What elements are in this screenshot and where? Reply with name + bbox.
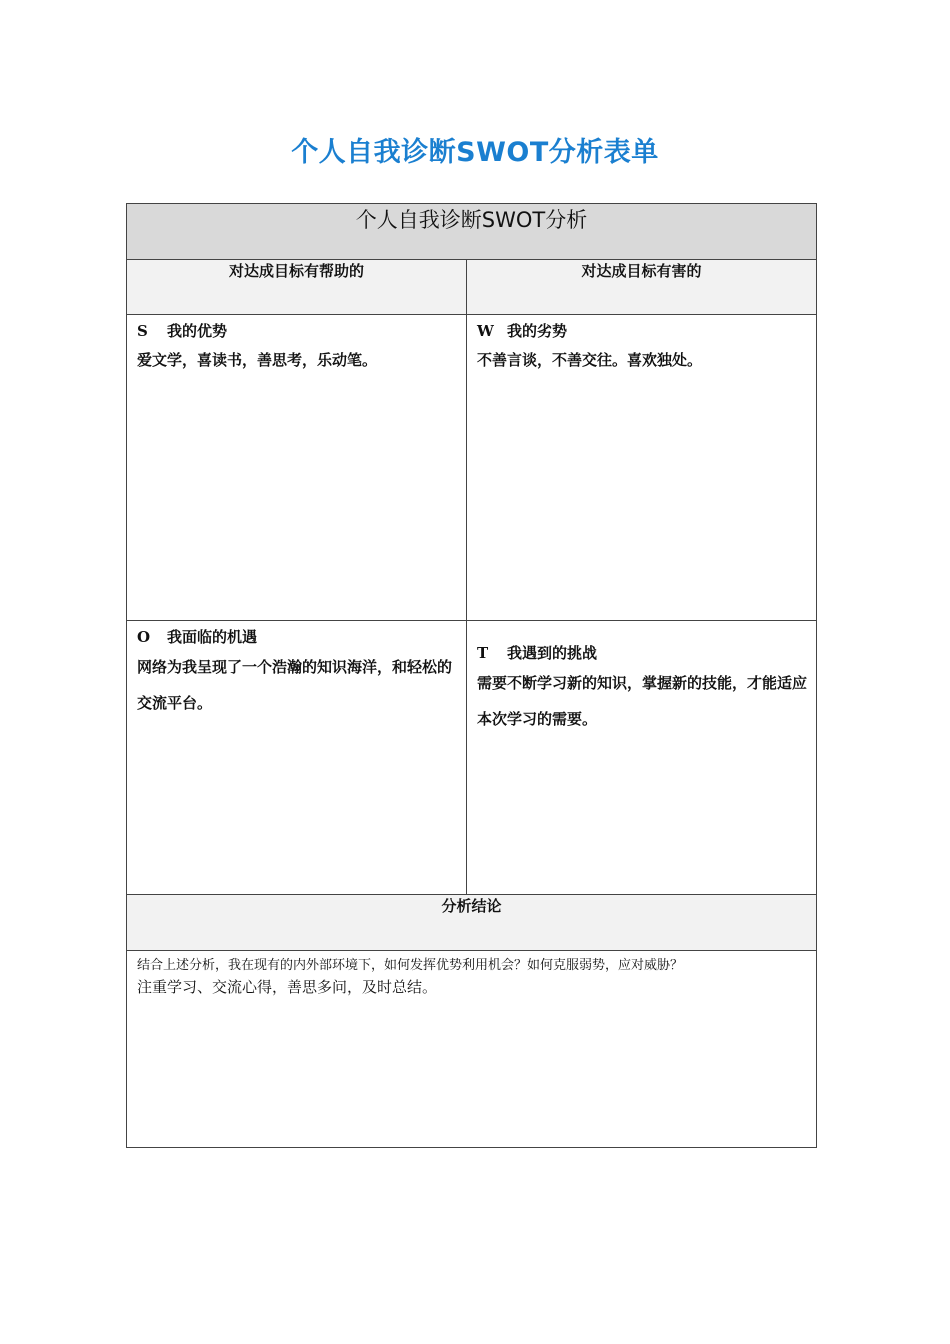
weaknesses-letter: W: [477, 322, 494, 340]
strengths-label: 我的优势: [167, 322, 228, 340]
conclusion-header: 分析结论: [127, 895, 817, 951]
opportunities-heading: [137, 625, 457, 649]
threats-label: 我遇到的挑战: [507, 644, 598, 662]
opportunities-label: 我面临的机遇: [167, 628, 258, 646]
conclusion-text: 注重学习、交流心得，善思多问，及时总结。: [137, 978, 438, 996]
table-header-text: 个人自我诊断SWOT分析: [355, 208, 588, 232]
threats-letter: T: [477, 644, 489, 662]
weaknesses-text: 不善言谈，不善交往。喜欢独处。: [477, 351, 703, 369]
conclusion-prompt: 结合上述分析，我在现有的内外部环境下，如何发挥优势利用机会？如何克服弱势，应对威胁？: [137, 958, 684, 973]
strengths-letter: S: [137, 322, 148, 340]
weaknesses-cell: [467, 315, 817, 621]
strengths-text: 爱文学，喜读书，善思考，乐动笔。: [137, 351, 378, 369]
weaknesses-label: 我的劣势: [507, 322, 568, 340]
column-header-harmful: 对达成目标有害的: [467, 260, 817, 315]
opportunities-letter: O: [137, 628, 151, 646]
threats-heading: [477, 641, 807, 665]
opportunities-threats-row: [127, 621, 817, 895]
document-title: 个人自我诊断SWOT分析表单: [291, 137, 659, 168]
strengths-heading: [137, 319, 457, 343]
table-header-row: [127, 204, 817, 260]
conclusion-cell: [127, 951, 817, 1148]
strengths-cell: [127, 315, 467, 621]
conclusion-header-row: [127, 895, 817, 951]
table-header: [127, 204, 817, 260]
column-header-helpful: 对达成目标有帮助的: [127, 260, 467, 315]
strengths-weaknesses-row: [127, 315, 817, 621]
column-header-row: [127, 260, 817, 315]
swot-table: [126, 203, 817, 1148]
threats-text: 需要不断学习新的知识，掌握新的技能，才能适应本次学习的需要。: [477, 674, 808, 728]
opportunities-cell: [127, 621, 467, 895]
conclusion-row: [127, 951, 817, 1148]
opportunities-text: 网络为我呈现了一个浩瀚的知识海洋，和轻松的交流平台。: [137, 658, 453, 712]
weaknesses-heading: [477, 319, 807, 343]
threats-cell: [467, 621, 817, 895]
